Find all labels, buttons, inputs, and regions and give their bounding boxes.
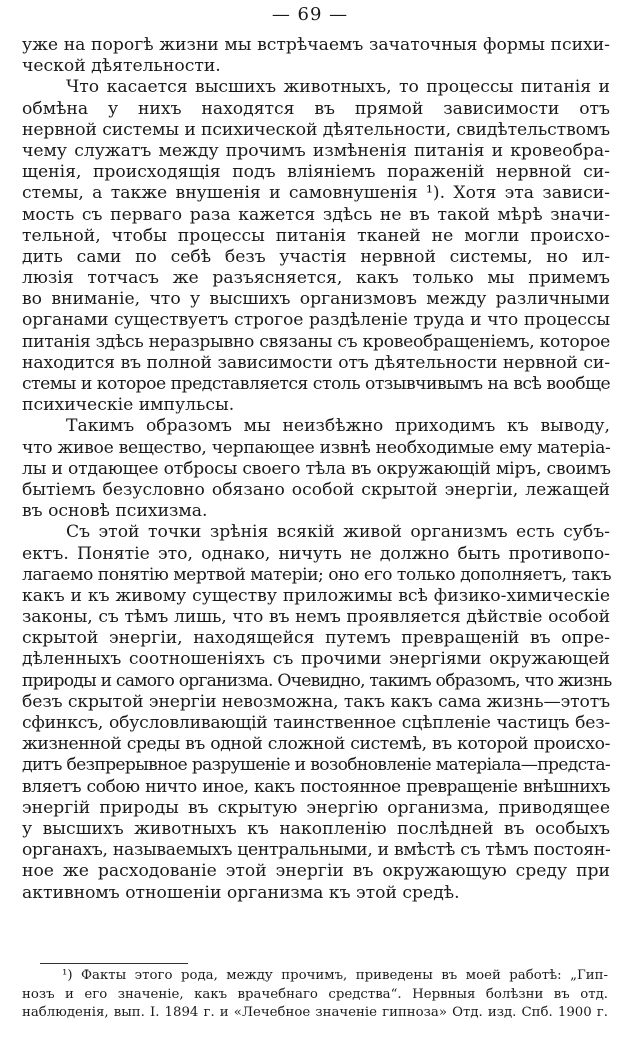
text-line: жизненной среды въ одной сложной системѣ, въ которой происхо- [22, 734, 610, 755]
text-line: дѣленныхъ соотношеніяхъ съ прочими энергіями окружающей [22, 649, 610, 670]
text-line: энергій природы въ скрытую энергію организма, приводящее [22, 797, 610, 818]
text-line: сфинксъ, обусловливающій таинственное сцѣпленіе частицъ без- [22, 713, 610, 733]
text-line: чему служатъ между прочимъ измѣненія питанія и кровеобра- [22, 140, 610, 161]
text-line: питанія здѣсь неразрывно связаны съ кровеобращеніемъ, которое [22, 331, 610, 352]
text-line: что живое вещество, черпающее извнѣ необходимые ему матеріа- [22, 437, 611, 458]
text-line: находится въ полной зависимости отъ дѣятельности нервной си- [22, 352, 610, 373]
text-line: мость съ перваго раза кажется здѣсь не въ такой мѣрѣ значи- [22, 204, 610, 225]
text-line: ческой дѣятельности. [22, 56, 221, 77]
text-line: органахъ, называемыхъ центральными, и вмѣстѣ съ тѣмъ постоян- [22, 840, 611, 861]
text-line: бытіемъ безусловно обязано особой скрытой энергіи, лежащей [22, 479, 610, 500]
text-line: скрытой энергіи, находящейся путемъ превращеній въ опре- [22, 628, 610, 649]
footnote-line: наблюденія, вып. I. 1894 г. и «Лечебное значеніе гипноза» Отд. изд. Спб. 1900 г. [22, 1005, 608, 1021]
footnote [22, 967, 608, 1023]
text-line: дить сами по себѣ безъ участія нервной системы, но ил- [22, 246, 610, 267]
text-line: въ основѣ психизма. [22, 501, 208, 522]
text-line: обмѣна у нихъ находятся въ прямой зависимости отъ [22, 98, 610, 119]
text-line: Такимъ образомъ мы неизбѣжно приходимъ къ выводу, [66, 416, 610, 437]
text-line: стемы и которое представляется столь отзывчивымъ на всѣ вообще [22, 374, 611, 394]
text-line: стемы, а также внушенія и самовнушенія ¹). Хотя эта зависи- [22, 183, 610, 204]
footnote-line: ¹) Факты этого рода, между прочимъ, приведены въ моей работѣ: „Гип- [62, 968, 608, 983]
text-line: у высшихъ животныхъ къ накопленію послѣдней въ особыхъ [22, 818, 610, 839]
text-line: щенія, происходящія подъ вліяніемъ пораженій нервной си- [22, 162, 610, 183]
main-text [22, 35, 610, 904]
text-line: активномъ отношеніи организма къ этой средѣ. [22, 882, 460, 903]
text-line: лагаемо понятію мертвой матеріи; оно его только дополняетъ, такъ [22, 564, 612, 585]
text-line: тельной, чтобы процессы питанія тканей не могли происхо- [22, 225, 610, 246]
text-line: вляетъ собою ничто иное, какъ постоянное превращеніе внѣшнихъ [22, 776, 610, 797]
text-line: какъ и къ живому существу приложимы всѣ физико-химическіе [22, 585, 610, 606]
text-line: уже на порогѣ жизни мы встрѣчаемъ зачаточныя формы психи- [22, 35, 610, 55]
text-line: безъ скрытой энергіи невозможна, такъ какъ сама жизнь—этотъ [22, 691, 610, 712]
text-line: природы и самого организма. Очевидно, такимъ образомъ, что жизнь [22, 670, 612, 691]
paragraph [22, 77, 610, 416]
paragraph [22, 522, 610, 903]
text-line: дитъ безпрерывное разрушеніе и возобновленіе матеріала—предста- [22, 755, 610, 776]
page-number: — 69 — [271, 4, 349, 25]
footnote-line: нозъ и его значеніе, какъ врачебнаго средства“. Нервныя болѣзни въ отд. [22, 986, 608, 1002]
paragraph [22, 416, 610, 522]
text-line: психическіе импульсы. [22, 395, 235, 416]
text-line: ное же расходованіе этой энергіи въ окружающую среду при [22, 861, 610, 882]
text-line: лы и отдающее отбросы своего тѣла въ окружающій міръ, своимъ [22, 458, 611, 479]
text-line: ектъ. Понятіе это, однако, ничуть не должно быть противопо- [22, 543, 610, 564]
text-line: во вниманіе, что у высшихъ организмовъ между различными [22, 289, 610, 310]
text-line: законы, съ тѣмъ лишь, что въ немъ проявляется дѣйствіе особой [22, 607, 610, 628]
text-line: органами существуетъ строгое раздѣленіе труда и что процессы [22, 310, 610, 331]
text-line: Съ этой точки зрѣнія всякій живой организмъ есть субъ- [66, 522, 610, 543]
text-line: нервной системы и психической дѣятельности, свидѣтельствомъ [22, 119, 610, 140]
text-line: люзія тотчасъ же разъясняется, какъ только мы примемъ [22, 268, 610, 289]
footnote-divider [40, 963, 188, 964]
paragraph [22, 35, 610, 77]
text-line: Что касается высшихъ животныхъ, то процессы питанія и [66, 77, 610, 98]
